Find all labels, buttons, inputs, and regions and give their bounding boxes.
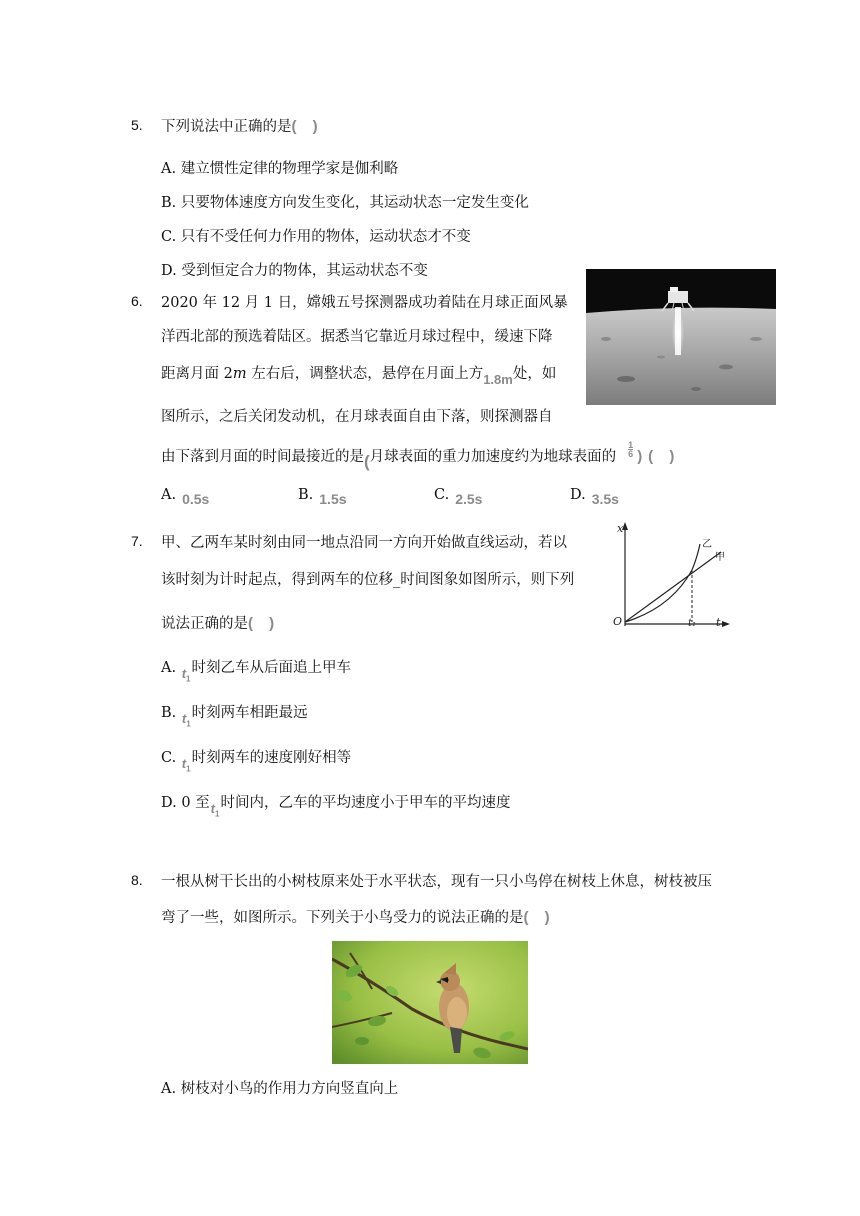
t-letter: t [181, 711, 187, 726]
t1-symbol [181, 711, 191, 729]
q7-line-3 [161, 612, 280, 633]
option-text: 时间内，乙车的平均速度小于甲车的平均速度 [220, 795, 511, 811]
q7-option-b [161, 701, 308, 729]
t1-symbol [181, 756, 191, 774]
option-text: 时刻两车的速度刚好相等 [191, 750, 352, 766]
height-value: 1.8m [483, 372, 513, 387]
option-letter: A. [161, 487, 177, 503]
curve-yi [625, 544, 700, 622]
q6-line-1: 2020 年 12 月 1 日，嫦娥五号探测器成功着陆在月球正面风暴 [161, 295, 568, 311]
q7-answer-paren: ( ) [248, 615, 281, 632]
unit-m: m [232, 366, 247, 382]
t-letter: t [181, 756, 187, 771]
lunar-lander-photo [586, 269, 776, 405]
t-letter: t [210, 801, 216, 816]
option-text: 受到恒定合力的物体，其运动状态不变 [181, 263, 428, 279]
q6-line-3 [161, 362, 556, 387]
fraction-numerator: 1 [628, 440, 634, 450]
option-value: 0.5s [182, 491, 210, 507]
option-text: 只有不受任何力作用的物体，运动状态才不变 [180, 229, 471, 245]
line-jia [625, 552, 721, 622]
q8-number: 8. [131, 872, 143, 888]
q5-stem [161, 115, 324, 136]
text-run: 左右后，调整状态，悬停在月面上方 [246, 366, 484, 382]
option-letter: C. [434, 487, 450, 503]
option-text: 时刻两车相距最远 [191, 705, 308, 721]
q8-line-1: 一根从树干长出的小树枝原来处于水平状态，现有一只小鸟停在树枝上休息，树枝被压 [161, 874, 712, 890]
option-letter: B. [298, 487, 314, 503]
q7-option-c [161, 746, 351, 774]
q6-option-c [434, 487, 482, 507]
text-run: 处，如 [512, 366, 557, 382]
q8-answer-paren: ( ) [523, 909, 556, 926]
text-run: 月球表面的重力加速度约为地球表面的 [369, 449, 617, 465]
origin-label: O [613, 615, 623, 628]
q8-line-2 [161, 906, 556, 927]
option-value: 1.5s [319, 491, 347, 507]
q5-option-b [161, 191, 529, 212]
t-subscript: 1 [186, 764, 191, 774]
q6-line-5 [161, 441, 680, 472]
t-subscript: 1 [215, 809, 220, 819]
q6-line-4: 图所示，之后关闭发动机，在月球表面自由下落，则探测器自 [161, 409, 553, 425]
option-value: 2.5s [455, 491, 483, 507]
q6-option-b [298, 487, 347, 507]
q7-line-2: 该时刻为计时起点，得到两车的位移_时间图象如图所示，则下列 [161, 572, 575, 588]
text-run: 距离月面 2 [161, 366, 233, 382]
q7-option-a [161, 656, 351, 684]
fraction-denominator: 6 [628, 449, 634, 459]
q7-line-1: 甲、乙两车某时刻由同一地点沿同一方向开始做直线运动，若以 [161, 535, 567, 551]
option-letter: A. [161, 660, 177, 676]
bird-on-branch-photo [332, 941, 528, 1064]
q6-answer-paren: )( ) [637, 448, 681, 465]
option-text: 时刻乙车从后面追上甲车 [191, 660, 351, 676]
option-letter: A. [161, 1081, 177, 1097]
option-letter: B. [161, 705, 177, 721]
t-subscript: 1 [186, 674, 191, 684]
q7-option-d [161, 791, 510, 819]
option-prefix: 0 至 [181, 795, 210, 811]
q6-option-d [570, 487, 619, 507]
text-run: 说法正确的是 [161, 616, 248, 632]
option-letter: D. [161, 263, 177, 279]
option-letter: D. [161, 795, 177, 811]
option-text: 只要物体速度方向发生变化，其运动状态一定发生变化 [180, 195, 529, 211]
displacement-time-graph [596, 518, 736, 632]
q6-option-a [161, 487, 209, 507]
t1-symbol [210, 801, 220, 819]
label-jia: 甲 [715, 552, 725, 563]
t-letter: t [181, 666, 187, 681]
q5-answer-paren: ( ) [291, 118, 324, 135]
text-run: 由下落到月面的时间最接近的是 [161, 449, 364, 465]
t1-tick-label: t₁ [688, 618, 697, 629]
option-letter: C. [161, 750, 177, 766]
option-value: 3.5s [591, 491, 619, 507]
fraction-one-sixth [628, 441, 633, 458]
option-letter: B. [161, 195, 177, 211]
q5-option-c [161, 225, 471, 246]
q5-number: 5. [131, 117, 143, 133]
t1-symbol [181, 666, 191, 684]
q6-number: 6. [131, 293, 143, 309]
q6-line-2: 洋西北部的预选着陆区。据悉当它靠近月球过程中，缓速下降 [161, 329, 553, 345]
option-letter: C. [161, 229, 177, 245]
option-text: 建立惯性定律的物理学家是伽利略 [180, 161, 399, 177]
option-letter: A. [161, 161, 177, 177]
q7-number: 7. [131, 533, 143, 549]
q5-option-a [161, 157, 398, 178]
option-letter: D. [570, 487, 586, 503]
q5-option-d [161, 259, 428, 280]
text-run: 弯了一些，如图所示。下列关于小鸟受力的说法正确的是 [161, 910, 524, 926]
x-axis-label: t [716, 616, 721, 629]
label-yi: 乙 [702, 539, 712, 550]
t-subscript: 1 [186, 719, 191, 729]
option-text: 树枝对小鸟的作用力方向竖直向上 [180, 1081, 399, 1097]
q5-stem-text: 下列说法中正确的是 [161, 119, 292, 135]
open-paren: ( [364, 452, 370, 471]
y-axis-label: x [617, 522, 624, 535]
q8-option-a [161, 1077, 398, 1098]
x-axis-arrow-icon [722, 621, 730, 627]
